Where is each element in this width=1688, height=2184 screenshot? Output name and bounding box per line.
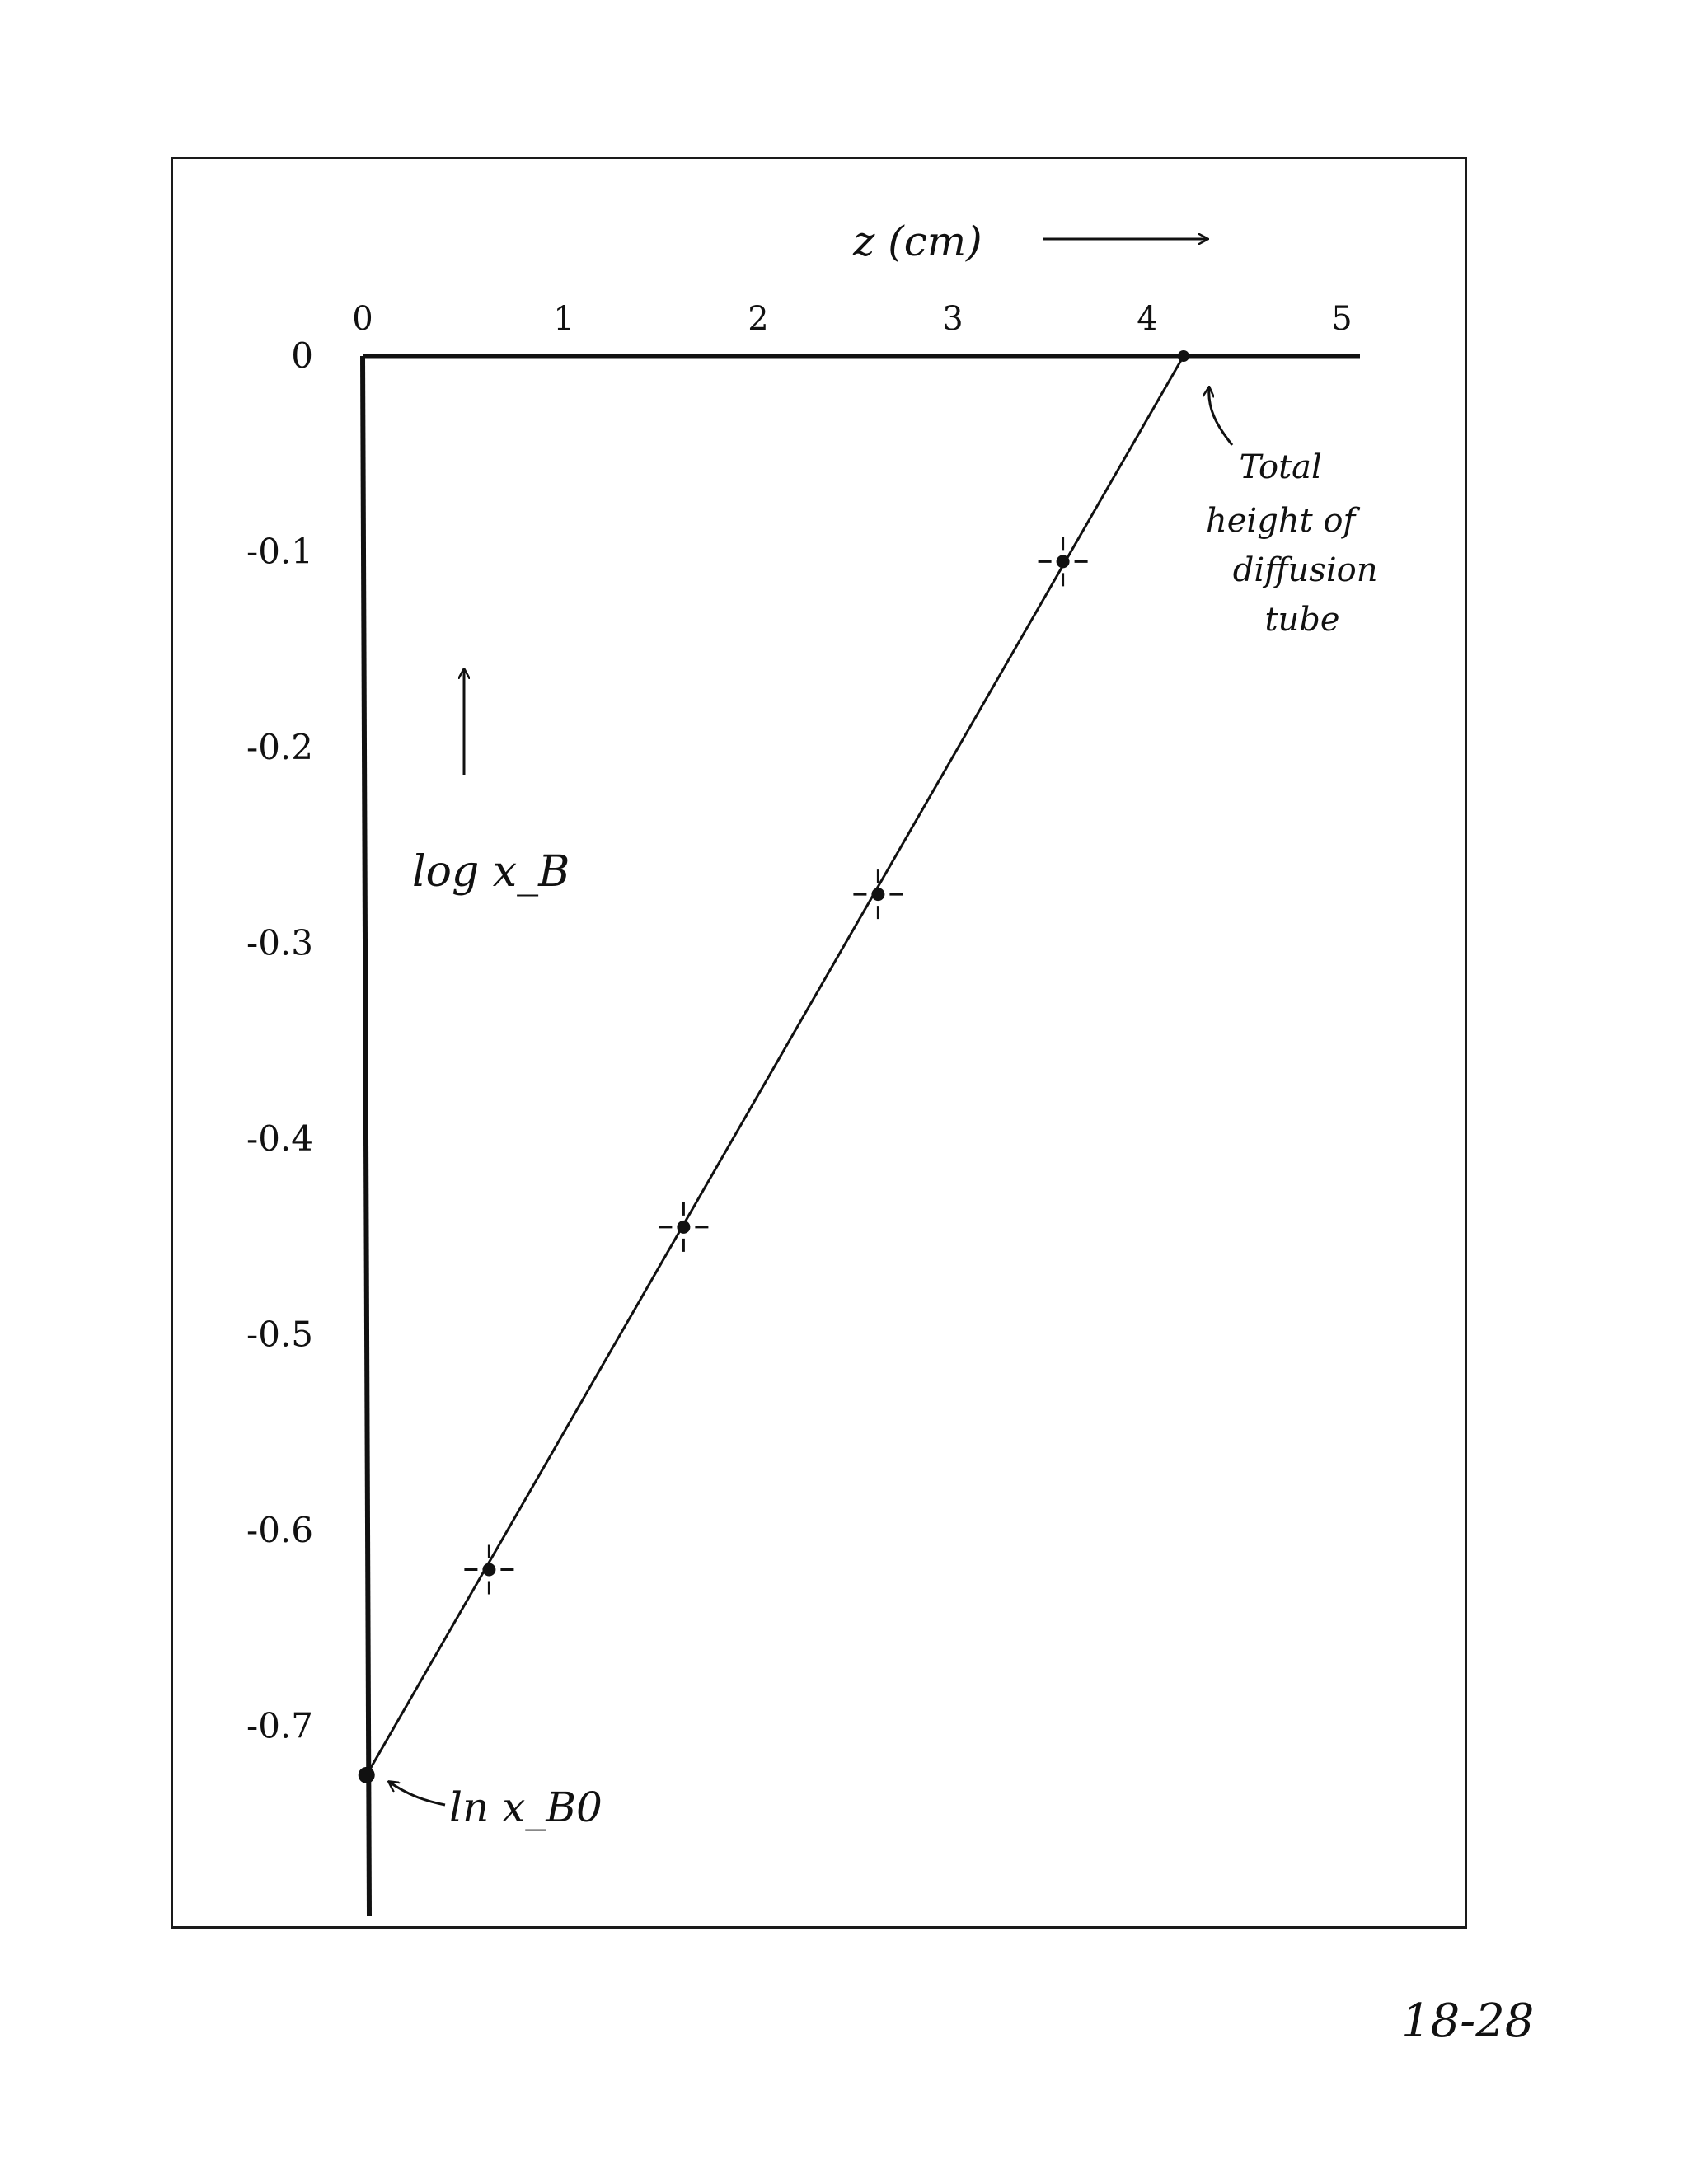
annotation-total-height-arrow (1209, 387, 1232, 445)
annotation-line-4: tube (1264, 601, 1340, 639)
y-tick-label: -0.5 (246, 1314, 313, 1355)
y-tick-label: -0.1 (246, 531, 313, 572)
x-axis-label: z (cm) (853, 218, 982, 265)
x-tick-label: 1 (553, 300, 574, 338)
y-tick-labels (246, 335, 313, 1746)
annotation-total-height (1206, 448, 1388, 639)
y-axis-label: log x_B (412, 847, 570, 897)
data-point (853, 869, 903, 919)
annotation-line-2: height of (1206, 502, 1356, 540)
x-tick-label: 5 (1331, 300, 1353, 338)
data-point (1039, 537, 1088, 586)
annotation-ln-xb0-arrow (389, 1782, 445, 1805)
page-number: 18-28 (1401, 1994, 1535, 2048)
annotation-line-1: Total (1239, 448, 1322, 486)
y-tick-label: -0.2 (246, 727, 313, 767)
fit-line (367, 356, 1184, 1775)
y-tick-label: -0.3 (246, 922, 313, 963)
x-tick-labels (352, 300, 1352, 338)
y-tick-label: 0 (291, 335, 313, 376)
x-tick-label: 4 (1137, 300, 1158, 338)
y-axis (363, 356, 369, 1916)
x-tick-label: 2 (748, 300, 769, 338)
end-point (359, 1767, 375, 1783)
y-tick-label: -0.4 (246, 1118, 313, 1159)
x-tick-label: 0 (352, 300, 373, 338)
y-tick-label: -0.7 (246, 1705, 313, 1746)
annotation-ln-xb0: ln x_B0 (449, 1783, 603, 1831)
y-tick-label: -0.6 (246, 1510, 313, 1550)
data-point (464, 1545, 513, 1595)
data-point (659, 1202, 708, 1252)
x-tick-label: 3 (942, 300, 964, 338)
annotation-line-3: diffusion (1232, 551, 1378, 589)
end-point (1178, 350, 1189, 362)
